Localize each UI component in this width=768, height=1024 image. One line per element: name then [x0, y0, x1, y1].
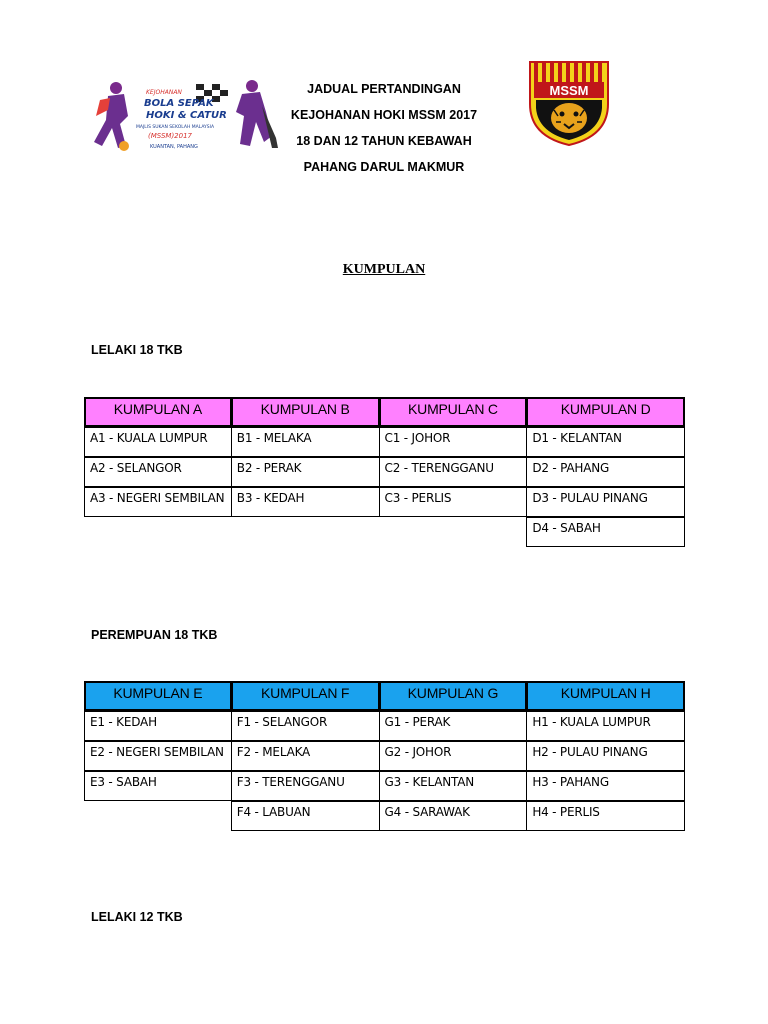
- group-header-a: KUMPULAN A: [84, 397, 232, 427]
- team-cell: G3 - KELANTAN: [379, 771, 528, 801]
- group-header-e: KUMPULAN E: [84, 681, 232, 711]
- group-table-lelaki-18: [84, 398, 685, 548]
- team-cell: D3 - PULAU PINANG: [526, 487, 685, 517]
- logo-text-5: (MSSM)2017: [148, 132, 192, 140]
- group-header-f: KUMPULAN F: [231, 681, 380, 711]
- logo-text-3: HOKI & CATUR: [146, 110, 227, 121]
- group-header-d: KUMPULAN D: [526, 397, 685, 427]
- team-cell: H4 - PERLIS: [526, 801, 685, 831]
- logo-text-6: KUANTAN, PAHANG: [150, 144, 198, 150]
- empty-cell: [379, 517, 528, 547]
- team-cell: A3 - NEGERI SEMBILAN: [84, 487, 232, 517]
- team-cell: C3 - PERLIS: [379, 487, 528, 517]
- kumpulan-heading: KUMPULAN: [342, 262, 426, 277]
- table-row: [84, 458, 685, 488]
- table-row: [84, 518, 685, 548]
- empty-cell: [84, 801, 232, 831]
- section-label-lelaki-18: LELAKI 18 TKB: [91, 343, 183, 357]
- team-cell: B3 - KEDAH: [231, 487, 380, 517]
- logo-text-1: KEJOHANAN: [146, 89, 182, 96]
- group-header-g: KUMPULAN G: [379, 681, 528, 711]
- table-row: [84, 802, 685, 832]
- team-cell: F3 - TERENGGANU: [231, 771, 380, 801]
- table-header-row: [84, 398, 685, 428]
- table-header-row: [84, 682, 685, 712]
- table-row: [84, 742, 685, 772]
- logo-text-4: MAJLIS SUKAN SEKOLAH MALAYSIA: [136, 125, 215, 130]
- title-block: [240, 76, 528, 180]
- tiger-icon: [551, 103, 587, 133]
- team-cell: D4 - SABAH: [526, 517, 685, 547]
- group-table-perempuan-18: [84, 682, 685, 832]
- team-cell: E3 - SABAH: [84, 771, 232, 801]
- title-line-4: PAHANG DARUL MAKMUR: [303, 160, 465, 174]
- team-cell: A1 - KUALA LUMPUR: [84, 427, 232, 457]
- title-line-1: JADUAL PERTANDINGAN: [307, 82, 461, 96]
- team-cell: D1 - KELANTAN: [526, 427, 685, 457]
- table-row: [84, 772, 685, 802]
- team-cell: H3 - PAHANG: [526, 771, 685, 801]
- team-cell: C2 - TERENGGANU: [379, 457, 528, 487]
- group-header-b: KUMPULAN B: [231, 397, 380, 427]
- table-row: [84, 712, 685, 742]
- team-cell: G1 - PERAK: [379, 711, 528, 741]
- team-cell: C1 - JOHOR: [379, 427, 528, 457]
- team-cell: E1 - KEDAH: [84, 711, 232, 741]
- team-cell: E2 - NEGERI SEMBILAN: [84, 741, 232, 771]
- team-cell: F1 - SELANGOR: [231, 711, 380, 741]
- team-cell: G4 - SARAWAK: [379, 801, 528, 831]
- team-cell: B1 - MELAKA: [231, 427, 380, 457]
- football-player-icon: [94, 82, 129, 151]
- team-cell: H1 - KUALA LUMPUR: [526, 711, 685, 741]
- title-line-3: 18 DAN 12 TAHUN KEBAWAH: [296, 134, 472, 148]
- mssm-logo-text: MSSM: [549, 83, 589, 98]
- empty-cell: [84, 517, 232, 547]
- group-header-h: KUMPULAN H: [526, 681, 685, 711]
- section-label-lelaki-12: LELAKI 12 TKB: [91, 910, 183, 924]
- table-row: [84, 488, 685, 518]
- team-cell: D2 - PAHANG: [526, 457, 685, 487]
- group-header-c: KUMPULAN C: [379, 397, 528, 427]
- team-cell: G2 - JOHOR: [379, 741, 528, 771]
- mssm-logo: [528, 60, 610, 146]
- logo-text-2: BOLA SEPAK: [144, 98, 214, 109]
- section-label-perempuan-18: PEREMPUAN 18 TKB: [91, 628, 218, 642]
- team-cell: A2 - SELANGOR: [84, 457, 232, 487]
- table-row: [84, 428, 685, 458]
- team-cell: F4 - LABUAN: [231, 801, 380, 831]
- title-line-2: KEJOHANAN HOKI MSSM 2017: [290, 108, 478, 122]
- team-cell: B2 - PERAK: [231, 457, 380, 487]
- empty-cell: [231, 517, 380, 547]
- team-cell: H2 - PULAU PINANG: [526, 741, 685, 771]
- team-cell: F2 - MELAKA: [231, 741, 380, 771]
